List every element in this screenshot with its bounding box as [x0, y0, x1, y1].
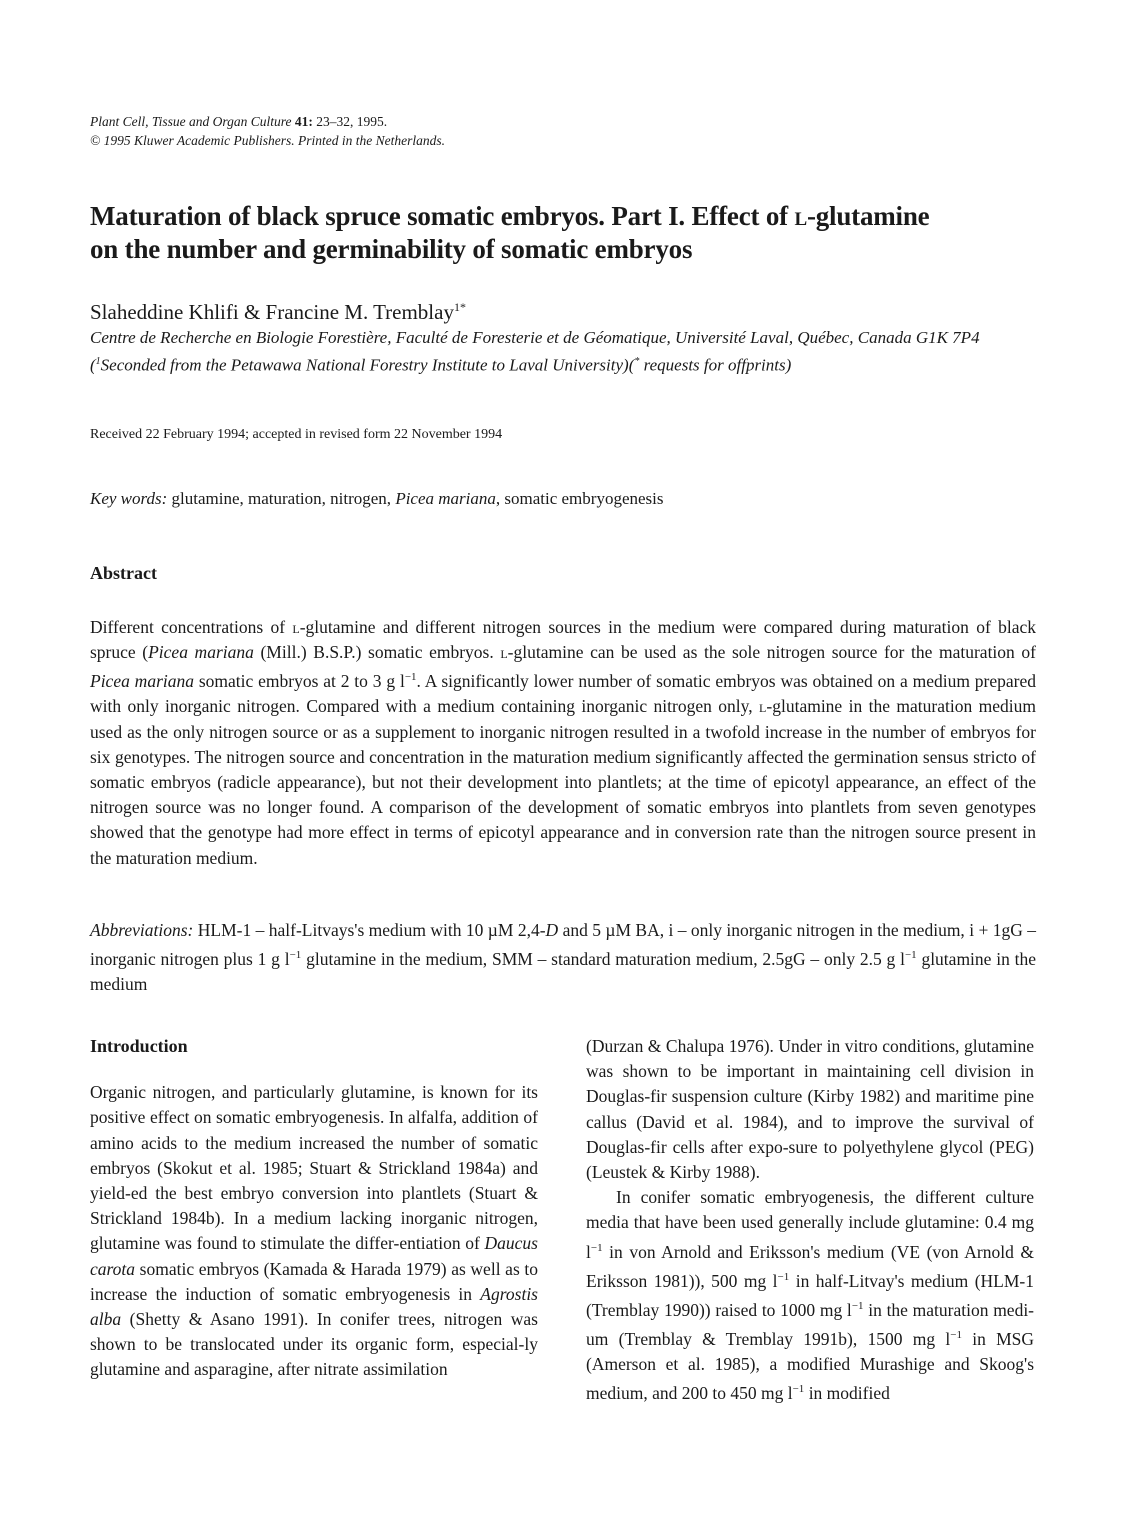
- column-right: [586, 1034, 1034, 1406]
- journal-volume: 41:: [294, 114, 313, 129]
- intro-paragraph-3: In conifer somatic embryogenesis, the different culture media that have been used generally include glutamine: 0.4 mg $l^{-1}$ in von Arnold and Eriksson's medium (VE (von Arnold & Eriksson 1981)), 500 mg $l^{-1}$ in half-Litvay's medium (HLM-1 (Tremblay 1990)) raised to 1000 mg $l^{-1}$ in the maturation medi-um (Tremblay & Tremblay 1991b), 1500 mg $l^{-1}$ in MSG (Amerson et al. 1985), a modified Murashige and Skoog's medium, and 200 to 450 mg $l^{-1}$ in modified: [586, 1187, 1035, 1403]
- intro-paragraph-2: (Durzan & Chalupa 1976). Under in vitro conditions, glutamine was shown to be important in maintaining cell division in Douglas-fir suspension culture (Kirby 1982) and maritime pine callus (David et al. 1984), and to improve the survival of Douglas-fir cells after expo-sure to polyethylene glycol (PEG) (Leustek & Kirby 1988).: [586, 1036, 1034, 1183]
- intro-paragraph-1: Organic nitrogen, and particularly glutamine, is known for its positive effect on somatic embryogenesis. In alfalfa, addition of amino acids to the medium increased the number of somatic embryos (Skokut et al. 1985; Stuart & Strickland 1984a) and yield-ed the best embryo conversion into plantlets (Stuart & Strickland 1984b). In a medium lacking inorganic nitrogen, glutamine was found to stimulate the differ-entiation of Daucus carota somatic embryos (Kamada & Harada 1979) as well as to increase the induction of somatic embryogenesis in Agrostis alba (Shetty & Asano 1991). In conifer trees, nitrogen was shown to be translocated under its organic form, especial-ly glutamine and asparagine, after nitrate assimilation: [90, 1082, 538, 1380]
- paper-title: Maturation of black spruce somatic embryos. Part I. Effect of l-glutamine on the number and germinability of somatic embryos: [90, 201, 930, 264]
- keywords: Key words: glutamine, maturation, nitrogen, Picea mariana, somatic embryogenesis: [90, 489, 664, 508]
- copyright-line: © 1995 Kluwer Academic Publishers. Printed in the Netherlands.: [90, 133, 445, 148]
- abstract-heading: Abstract: [90, 563, 157, 583]
- journal-citation: [90, 112, 445, 150]
- journal-name: Plant Cell, Tissue and Organ Culture: [90, 114, 292, 129]
- introduction-heading: Introduction: [90, 1036, 188, 1056]
- column-left: [90, 1034, 538, 1383]
- journal-pages: 23–32, 1995.: [316, 114, 388, 129]
- abstract-text: Different concentrations of l-glutamine and different nitrogen sources in the medium were compared during maturation of black spruce (Picea mariana (Mill.) B.S.P.) somatic embryos. l-glutamine can be used as the sole nitrogen source for the maturation of Picea mariana somatic embryos at 2 to 3 g $l^{-1}$. A significantly lower number of somatic embryos was obtained on a medium prepared with only inorganic nitrogen. Compared with a medium containing inorganic nitrogen only, l-glutamine in the maturation medium used as the only nitrogen source or as a supplement to inorganic nitrogen resulted in a twofold increase in the number of embryos for six genotypes. The nitrogen source and concentration in the maturation medium significantly affected the germination sensus stricto of somatic embryos (radicle appearance), but not their development into plantlets; at the time of epicotyl appearance, an effect of the nitrogen source was no longer found. A comparison of the development of somatic embryos into plantlets from seven genotypes showed that the genotype had more effect in terms of epicotyl appearance and in conversion rate than the nitrogen source present in the maturation medium.: [90, 617, 1036, 868]
- authors: Slaheddine Khlifi & Francine M. Tremblay$^{1*}$: [90, 300, 466, 324]
- affiliation: Centre de Recherche en Biologie Forestière, Faculté de Foresterie et de Géomatique, Université Laval, Québec, Canada G1K 7P4 ($^1$Seconded from the Petawawa National Forestry Institute to Laval University)(* requests for offprints): [90, 328, 980, 375]
- abbreviations: Abbreviations: HLM-1 – half-Litvays's medium with 10 µM 2,4-D and 5 µM BA, i – only inorganic nitrogen in the medium, i + 1gG – inorganic nitrogen plus 1 g $l^{-1}$ glutamine in the medium, SMM – standard maturation medium, 2.5gG – only 2.5 g $l^{-1}$ glutamine in the medium: [90, 920, 1037, 995]
- received-dates: Received 22 February 1994; accepted in revised form 22 November 1994: [90, 427, 503, 442]
- journal-line: [90, 112, 445, 131]
